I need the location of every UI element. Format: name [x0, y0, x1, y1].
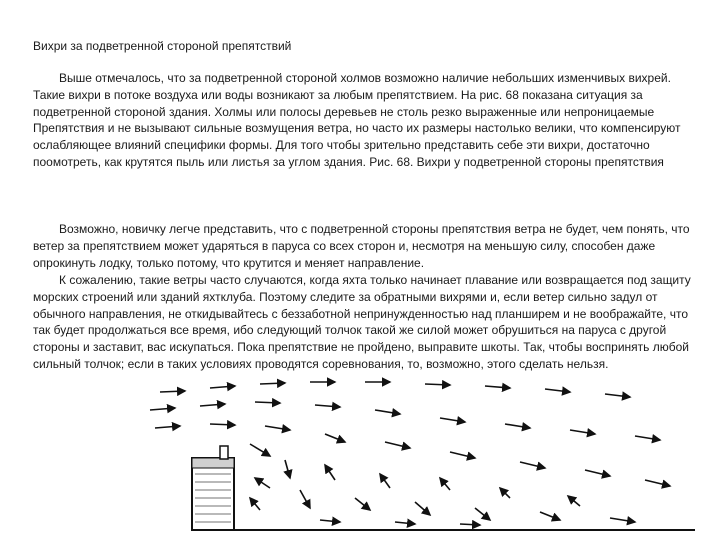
paragraph-warning: К сожалению, такие ветры часто случаются, когда яхта только начинает плавание или возвращается под защиту морских строений или зданий яхтклуба. Поэтому следите за обратными вихрями и, если ветер сильно задул от обычного направления, не откидывайтесь с беззаботной непринужденностью над планширем и не воображайте, что так будет продолжаться все время, ибо следующий толчок такой же силой может обрушиться на паруса с другой стороны и заставит, вас искупаться. Пока препятствие не пройдено, выправите шкоты. Так, чтобы воспринять любой сильный толчок; если в таких условиях проводятся соревнования, то, возможно, этого сделать нельзя. [33, 273, 691, 371]
paragraph-intro: Выше отмечалось, что за подветренной стороной холмов возможно наличие небольших изменчивых вихрей. Такие вихри в потоке воздуха или воды возникают за любым препятствием. На рис. 68 показана ситуация за подветренной стороной здания. Холмы или полосы деревьев не столь резко выраженные или непроницаемые Препятствия и не вызывают сильные возмущения ветра, но часто их размеры настолько велики, что компенсируют ослабляющее влияний специфики формы. Для того чтобы зрительно представить себе эти вихри, достаточно поомотреть, как крутятся пыль или листья за углом здания. Рис. 68. Вихри у подветренной стороны препятствия [33, 71, 681, 169]
wind-vortex-diagram-icon [140, 370, 700, 540]
paragraph-novice: Возможно, новичку легче представить, что с подветренной стороны препятствия ветра не будет, чем понять, что ветер за препятствием может ударяться в паруса со всех сторон и, несмотря на меньшую силу, способен даже опрокинуть лодку, только потому, что крутится и меняет направление. [33, 222, 690, 270]
document-heading: Вихри за подветренной стороной препятствий [33, 39, 292, 53]
building-icon [192, 446, 234, 530]
